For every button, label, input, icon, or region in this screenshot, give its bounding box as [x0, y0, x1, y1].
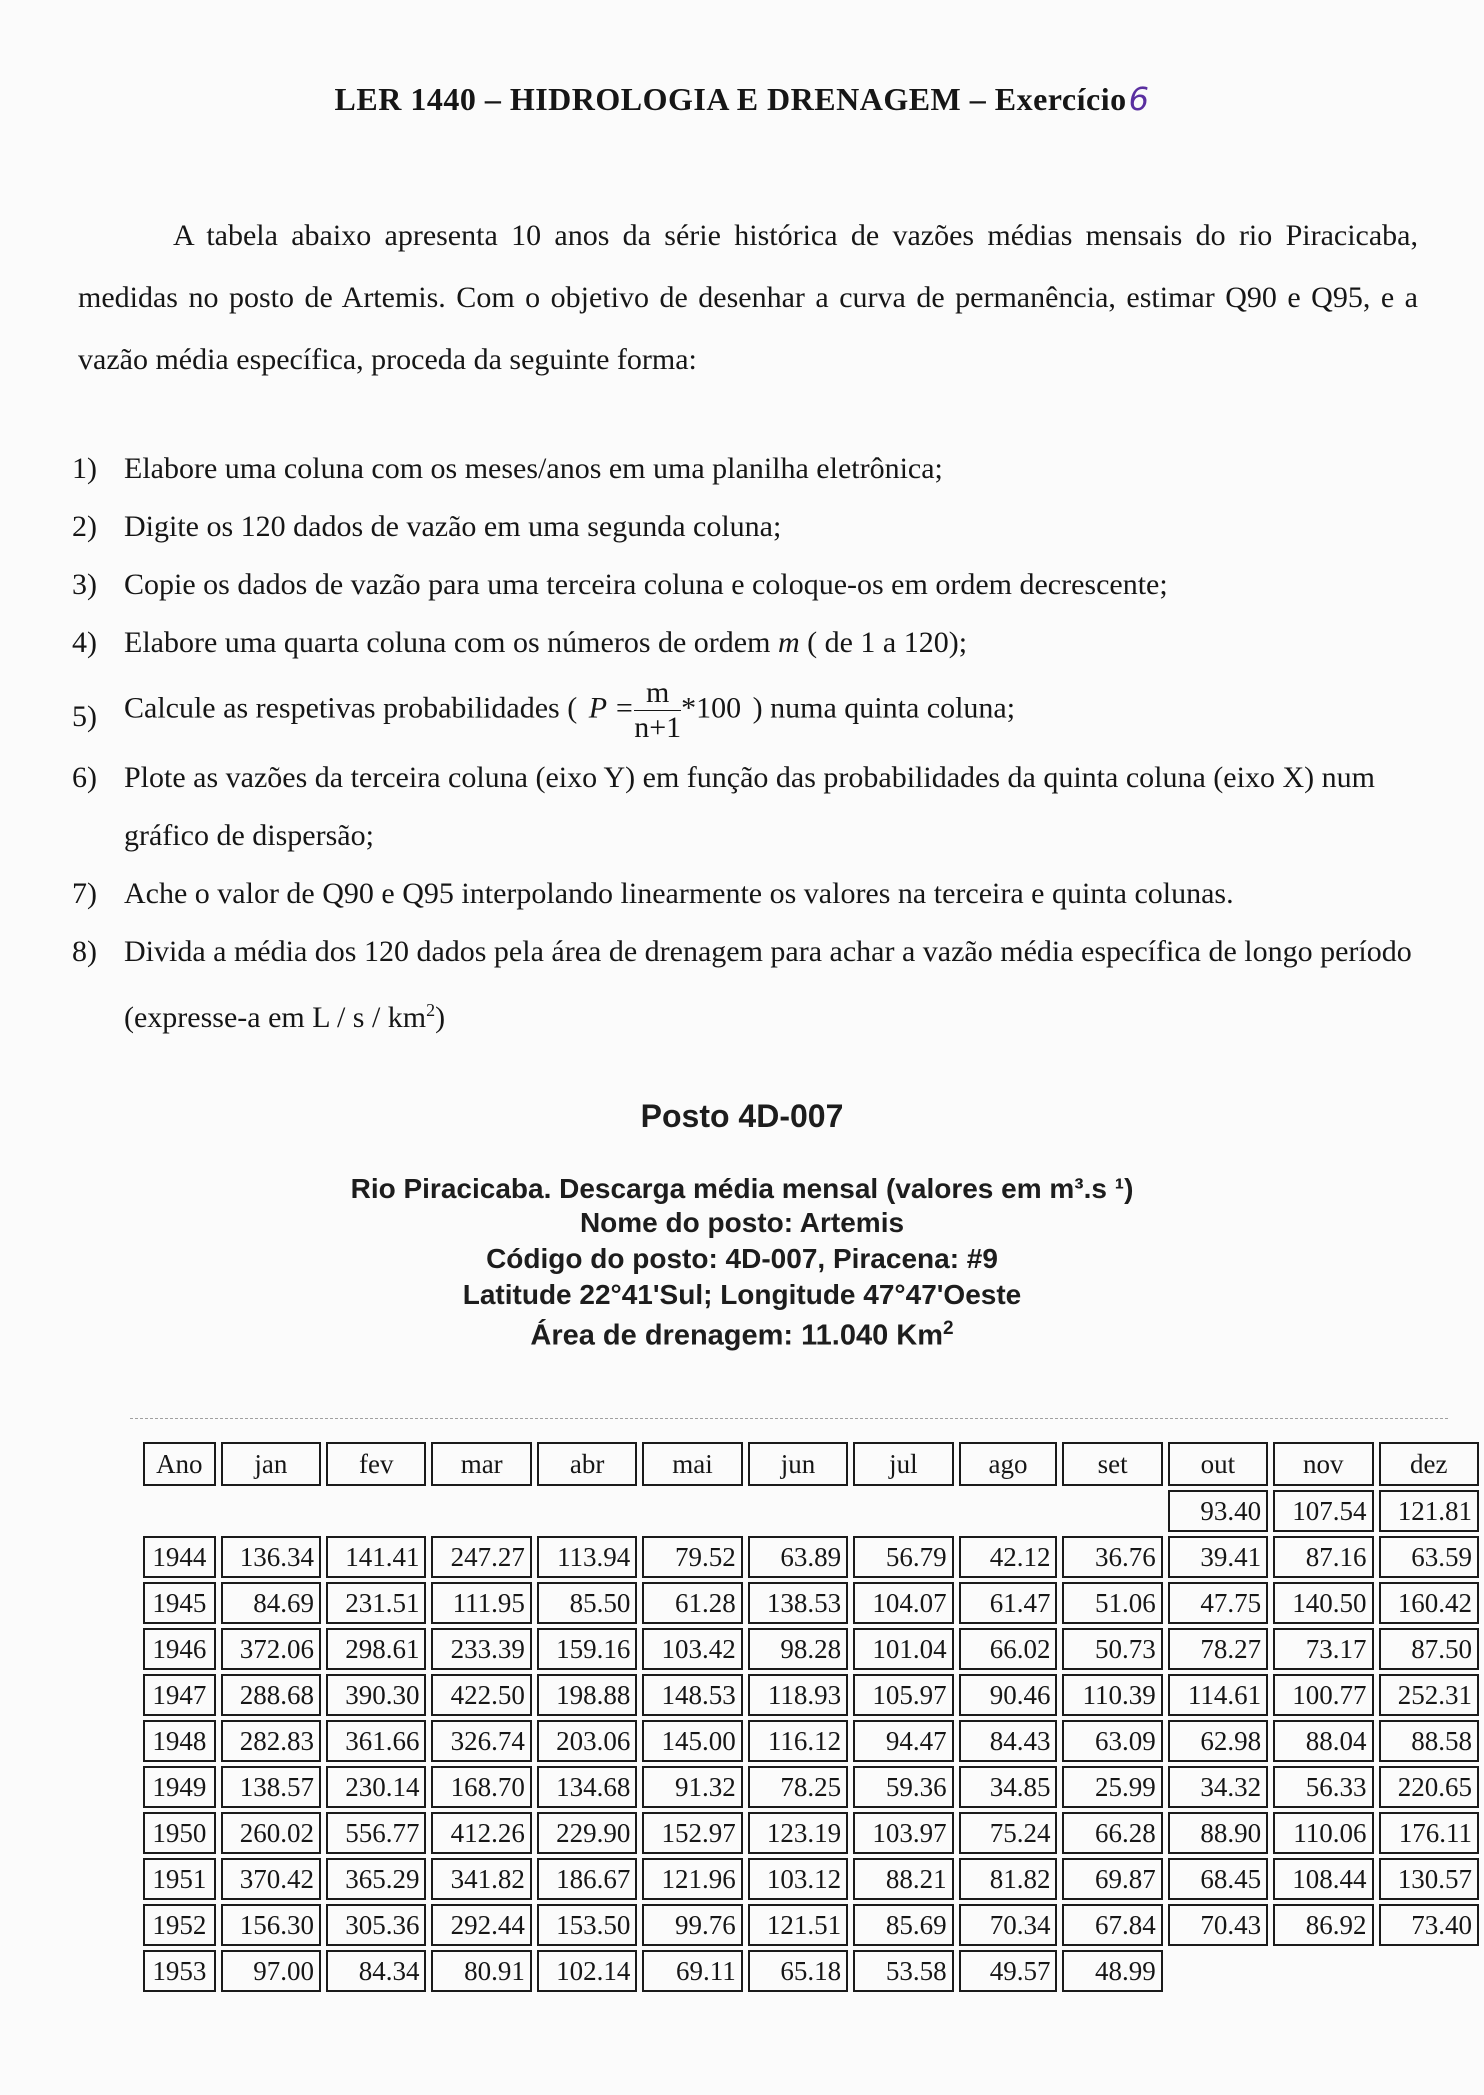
discharge-cell: 36.76 [1062, 1536, 1162, 1578]
step-text: Elabore uma coluna com os meses/anos em uma planilha eletrônica; [124, 452, 943, 485]
discharge-cell: 94.47 [853, 1720, 953, 1762]
exercise-number: 6 [1128, 80, 1150, 118]
discharge-cell: 153.50 [537, 1904, 637, 1946]
formula-lhs: P = [588, 691, 635, 725]
column-header: dez [1379, 1442, 1480, 1486]
discharge-cell: 260.02 [221, 1812, 321, 1854]
discharge-cell: 51.06 [1062, 1582, 1162, 1624]
discharge-cell: 61.47 [959, 1582, 1058, 1624]
step-6 [72, 749, 1422, 865]
discharge-cell: 198.88 [537, 1674, 637, 1716]
discharge-cell: 84.69 [221, 1582, 321, 1624]
discharge-cell: 88.21 [853, 1858, 953, 1900]
step-text: Elabore uma quarta coluna com os números de ordem [124, 626, 778, 659]
table-row [143, 1582, 1479, 1624]
discharge-cell: 70.34 [959, 1904, 1058, 1946]
drainage-area-exponent: 2 [943, 1318, 954, 1339]
discharge-cell: 56.79 [853, 1536, 953, 1578]
table-row [143, 1536, 1479, 1578]
discharge-cell: 372.06 [221, 1628, 321, 1670]
discharge-cell: 63.09 [1062, 1720, 1162, 1762]
discharge-cell [748, 1490, 848, 1532]
step-number: 5) [72, 700, 97, 733]
discharge-cell: 80.91 [431, 1950, 531, 1992]
station-title: Posto 4D-007 [640, 1098, 844, 1134]
discharge-cell [431, 1490, 531, 1532]
discharge-cell: 49.57 [959, 1950, 1058, 1992]
discharge-cell: 63.59 [1379, 1536, 1480, 1578]
step-text: Digite os 120 dados de vazão em uma segunda coluna; [124, 510, 782, 543]
year-cell: 1948 [143, 1720, 216, 1762]
table-row [143, 1628, 1479, 1670]
discharge-cell: 90.46 [959, 1674, 1058, 1716]
discharge-cell: 91.32 [642, 1766, 742, 1808]
discharge-cell: 130.57 [1379, 1858, 1480, 1900]
discharge-cell: 111.95 [431, 1582, 531, 1624]
discharge-cell: 168.70 [431, 1766, 531, 1808]
table-row [143, 1812, 1479, 1854]
step-2 [72, 498, 1422, 556]
discharge-cell: 186.67 [537, 1858, 637, 1900]
discharge-cell: 98.28 [748, 1628, 848, 1670]
discharge-cell: 47.75 [1168, 1582, 1268, 1624]
discharge-cell: 48.99 [1062, 1950, 1162, 1992]
discharge-cell: 252.31 [1379, 1674, 1480, 1716]
discharge-cell: 100.77 [1273, 1674, 1373, 1716]
title-text: LER 1440 – HIDROLOGIA E DRENAGEM – Exercício [334, 81, 1127, 117]
step-text: Copie os dados de vazão para uma terceira coluna e coloque-os em ordem decrescente; [124, 568, 1168, 601]
discharge-cell: 88.90 [1168, 1812, 1268, 1854]
discharge-cell: 69.11 [642, 1950, 742, 1992]
discharge-cell: 326.74 [431, 1720, 531, 1762]
column-header: ago [959, 1442, 1058, 1486]
discharge-cell: 341.82 [431, 1858, 531, 1900]
discharge-cell: 412.26 [431, 1812, 531, 1854]
year-cell: 1946 [143, 1628, 216, 1670]
discharge-cell: 292.44 [431, 1904, 531, 1946]
column-header: mai [642, 1442, 742, 1486]
step-7 [72, 865, 1422, 923]
discharge-cell: 102.14 [537, 1950, 637, 1992]
step-variable: m [777, 626, 800, 659]
discharge-cell: 103.12 [748, 1858, 848, 1900]
discharge-cell: 203.06 [537, 1720, 637, 1762]
discharge-cell: 66.02 [959, 1628, 1058, 1670]
probability-formula [589, 676, 741, 745]
column-header: set [1062, 1442, 1162, 1486]
step-8 [72, 923, 1422, 1047]
discharge-cell: 93.40 [1168, 1490, 1268, 1532]
discharge-cell: 73.40 [1379, 1904, 1480, 1946]
discharge-cell: 39.41 [1168, 1536, 1268, 1578]
discharge-cell: 247.27 [431, 1536, 531, 1578]
drainage-area-text: Área de drenagem: 11.040 Km [530, 1319, 944, 1352]
station-coordinates: Latitude 22°41'Sul; Longitude 47°47'Oeste [462, 1279, 1022, 1310]
year-cell: 1951 [143, 1858, 216, 1900]
discharge-cell: 85.69 [853, 1904, 953, 1946]
column-header: abr [537, 1442, 637, 1486]
discharge-cell: 148.53 [642, 1674, 742, 1716]
year-cell: 1949 [143, 1766, 216, 1808]
discharge-cell [537, 1490, 637, 1532]
formula-rhs: *100 [681, 691, 742, 725]
column-header: Ano [143, 1442, 216, 1486]
station-code: Código do posto: 4D-007, Piracena: #9 [486, 1243, 998, 1274]
discharge-cell: 114.61 [1168, 1674, 1268, 1716]
discharge-cell: 53.58 [853, 1950, 953, 1992]
discharge-cell: 85.50 [537, 1582, 637, 1624]
discharge-cell: 138.57 [221, 1766, 321, 1808]
discharge-cell: 104.07 [853, 1582, 953, 1624]
step-text: Divida a média dos 120 dados pela área de drenagem para achar a vazão média específica de longo período (expresse-a em L / s / km [124, 935, 1412, 1034]
discharge-cell: 134.68 [537, 1766, 637, 1808]
discharge-cell: 136.34 [221, 1536, 321, 1578]
discharge-cell: 62.98 [1168, 1720, 1268, 1762]
year-cell: 1953 [143, 1950, 216, 1992]
discharge-cell: 97.00 [221, 1950, 321, 1992]
discharge-cell: 145.00 [642, 1720, 742, 1762]
discharge-cell: 282.83 [221, 1720, 321, 1762]
discharge-cell: 42.12 [959, 1536, 1058, 1578]
discharge-cell: 50.73 [1062, 1628, 1162, 1670]
table-row [143, 1858, 1479, 1900]
discharge-cell [1168, 1950, 1268, 1992]
step-number: 7) [72, 877, 97, 910]
year-cell: 1947 [143, 1674, 216, 1716]
station-name: Nome do posto: Artemis [579, 1207, 905, 1238]
formula-numerator: m [634, 676, 681, 711]
discharge-cell: 86.92 [1273, 1904, 1373, 1946]
step-text: Calcule as respetivas probabilidades ( [124, 691, 585, 725]
step-number: 4) [72, 626, 97, 659]
discharge-cell: 99.76 [642, 1904, 742, 1946]
discharge-cell: 34.32 [1168, 1766, 1268, 1808]
discharge-cell: 65.18 [748, 1950, 848, 1992]
column-header: jun [748, 1442, 848, 1486]
step-text: Plote as vazões da terceira coluna (eixo Y) em função das probabilidades da quinta coluna (eixo X) num gráfico de dispersão; [124, 761, 1375, 852]
discharge-cell: 107.54 [1273, 1490, 1373, 1532]
discharge-cell: 159.16 [537, 1628, 637, 1670]
instruction-list [72, 440, 1422, 1047]
discharge-cell [642, 1490, 742, 1532]
discharge-cell: 78.27 [1168, 1628, 1268, 1670]
discharge-cell [1273, 1950, 1373, 1992]
column-header: nov [1273, 1442, 1373, 1486]
discharge-cell: 141.41 [326, 1536, 426, 1578]
discharge-cell: 67.84 [1062, 1904, 1162, 1946]
discharge-cell: 69.87 [1062, 1858, 1162, 1900]
step-text-end: ( de 1 a 120); [799, 626, 968, 659]
year-cell: 1950 [143, 1812, 216, 1854]
discharge-cell: 220.65 [1379, 1766, 1480, 1808]
discharge-cell [221, 1490, 321, 1532]
discharge-cell: 105.97 [853, 1674, 953, 1716]
discharge-cell: 121.51 [748, 1904, 848, 1946]
discharge-cell: 138.53 [748, 1582, 848, 1624]
formula-denominator: n+1 [634, 711, 682, 744]
discharge-cell: 34.85 [959, 1766, 1058, 1808]
discharge-cell: 108.44 [1273, 1858, 1373, 1900]
step-text-end: ) [435, 1001, 446, 1034]
discharge-cell: 103.97 [853, 1812, 953, 1854]
station-description: Rio Piracicaba. Descarga média mensal (valores em m³.s ¹) [350, 1173, 1134, 1204]
table-row [143, 1766, 1479, 1808]
discharge-cell: 556.77 [326, 1812, 426, 1854]
discharge-cell: 422.50 [431, 1674, 531, 1716]
discharge-cell: 59.36 [853, 1766, 953, 1808]
step-number: 3) [72, 568, 97, 601]
discharge-cell: 68.45 [1168, 1858, 1268, 1900]
step-3 [72, 556, 1422, 614]
discharge-cell: 390.30 [326, 1674, 426, 1716]
discharge-cell: 70.43 [1168, 1904, 1268, 1946]
discharge-cell: 288.68 [221, 1674, 321, 1716]
discharge-cell: 84.43 [959, 1720, 1058, 1762]
table-row [143, 1904, 1479, 1946]
discharge-cell: 63.89 [748, 1536, 848, 1578]
page-title [0, 80, 1484, 118]
table-header-row [143, 1442, 1479, 1486]
discharge-cell: 87.16 [1273, 1536, 1373, 1578]
discharge-cell [853, 1490, 953, 1532]
column-header: out [1168, 1442, 1268, 1486]
discharge-cell: 66.28 [1062, 1812, 1162, 1854]
discharge-cell [959, 1490, 1058, 1532]
discharge-cell [326, 1490, 426, 1532]
table-row [143, 1674, 1479, 1716]
discharge-cell: 110.06 [1273, 1812, 1373, 1854]
intro-paragraph: A tabela abaixo apresenta 10 anos da série histórica de vazões médias mensais do rio Piracicaba, medidas no posto de Artemis. Com o objetivo de desenhar a curva de permanência, estimar Q90 e Q95, e a vazão média específica, proceda da seguinte forma: [78, 219, 1418, 376]
discharge-cell: 81.82 [959, 1858, 1058, 1900]
discharge-cell: 118.93 [748, 1674, 848, 1716]
discharge-cell: 298.61 [326, 1628, 426, 1670]
discharge-cell: 123.19 [748, 1812, 848, 1854]
step-text: Ache o valor de Q90 e Q95 interpolando linearmente os valores na terceira e quinta colunas. [124, 877, 1234, 910]
year-cell: 1945 [143, 1582, 216, 1624]
discharge-cell: 84.34 [326, 1950, 426, 1992]
discharge-cell: 88.58 [1379, 1720, 1480, 1762]
table-row [143, 1720, 1479, 1762]
table-row [143, 1490, 1479, 1532]
step-number: 1) [72, 452, 97, 485]
discharge-cell: 61.28 [642, 1582, 742, 1624]
unit-exponent: 2 [426, 1000, 436, 1020]
step-text-end: ) numa quinta coluna; [745, 691, 1016, 725]
discharge-cell: 113.94 [537, 1536, 637, 1578]
discharge-cell: 75.24 [959, 1812, 1058, 1854]
discharge-cell: 25.99 [1062, 1766, 1162, 1808]
discharge-cell: 88.04 [1273, 1720, 1373, 1762]
step-5 [72, 676, 1422, 745]
table-row [143, 1950, 1479, 1992]
discharge-cell: 156.30 [221, 1904, 321, 1946]
discharge-cell: 121.96 [642, 1858, 742, 1900]
step-number: 8) [72, 935, 97, 968]
column-header: jul [853, 1442, 953, 1486]
discharge-cell: 56.33 [1273, 1766, 1373, 1808]
discharge-cell: 87.50 [1379, 1628, 1480, 1670]
discharge-cell: 79.52 [642, 1536, 742, 1578]
formula-fraction [634, 676, 681, 745]
discharge-cell: 116.12 [748, 1720, 848, 1762]
discharge-cell: 361.66 [326, 1720, 426, 1762]
discharge-cell [1379, 1950, 1480, 1992]
year-cell [143, 1490, 216, 1532]
discharge-cell: 305.36 [326, 1904, 426, 1946]
discharge-cell: 101.04 [853, 1628, 953, 1670]
drainage-area [0, 1318, 1484, 1353]
discharge-cell: 229.90 [537, 1812, 637, 1854]
column-header: mar [431, 1442, 531, 1486]
discharge-cell: 365.29 [326, 1858, 426, 1900]
discharge-cell: 121.81 [1379, 1490, 1480, 1532]
discharge-cell: 233.39 [431, 1628, 531, 1670]
discharge-cell: 140.50 [1273, 1582, 1373, 1624]
discharge-cell: 160.42 [1379, 1582, 1480, 1624]
step-1 [72, 440, 1422, 498]
discharge-table [138, 1438, 1484, 1996]
discharge-cell: 176.11 [1379, 1812, 1480, 1854]
step-4 [72, 614, 1422, 672]
column-header: fev [326, 1442, 426, 1486]
step-number: 6) [72, 761, 97, 794]
discharge-cell: 110.39 [1062, 1674, 1162, 1716]
discharge-cell: 73.17 [1273, 1628, 1373, 1670]
year-cell: 1944 [143, 1536, 216, 1578]
column-header: jan [221, 1442, 321, 1486]
discharge-cell: 370.42 [221, 1858, 321, 1900]
discharge-cell: 103.42 [642, 1628, 742, 1670]
year-cell: 1952 [143, 1904, 216, 1946]
discharge-cell: 230.14 [326, 1766, 426, 1808]
step-number: 2) [72, 510, 97, 543]
discharge-cell [1062, 1490, 1162, 1532]
discharge-cell: 78.25 [748, 1766, 848, 1808]
discharge-cell: 231.51 [326, 1582, 426, 1624]
discharge-cell: 152.97 [642, 1812, 742, 1854]
